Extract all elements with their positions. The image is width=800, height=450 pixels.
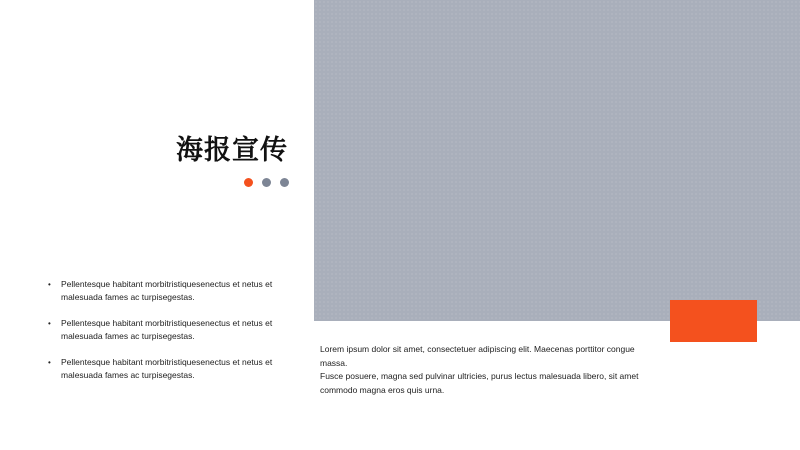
bullet-text: Pellentesque habitant morbitristiquesenectus et netus et malesuada fames ac turpisegestas. [61,357,273,380]
bullet-list [48,278,280,395]
slide-title: 海报宣传 [176,135,288,166]
list-item [48,356,280,382]
body-text [320,343,640,397]
dot-1 [244,178,253,187]
accent-block [670,300,757,342]
bullet-icon: • [48,358,51,367]
bullet-text: Pellentesque habitant morbitristiquesenectus et netus et malesuada fames ac turpisegestas. [61,279,273,302]
bullet-text: Pellentesque habitant morbitristiquesenectus et netus et malesuada fames ac turpisegestas. [61,318,273,341]
dot-indicator [244,178,289,187]
list-item [48,278,280,304]
body-paragraph-1: Lorem ipsum dolor sit amet, consectetuer adipiscing elit. Maecenas porttitor congue massa. [320,344,635,368]
bullet-icon: • [48,319,51,328]
dot-3 [280,178,289,187]
bullet-icon: • [48,280,51,289]
list-item [48,317,280,343]
body-paragraph-2: Fusce posuere, magna sed pulvinar ultricies, purus lectus malesuada libero, sit amet commodo magna eros quis urna. [320,371,639,395]
image-placeholder [314,0,800,321]
dot-2 [262,178,271,187]
